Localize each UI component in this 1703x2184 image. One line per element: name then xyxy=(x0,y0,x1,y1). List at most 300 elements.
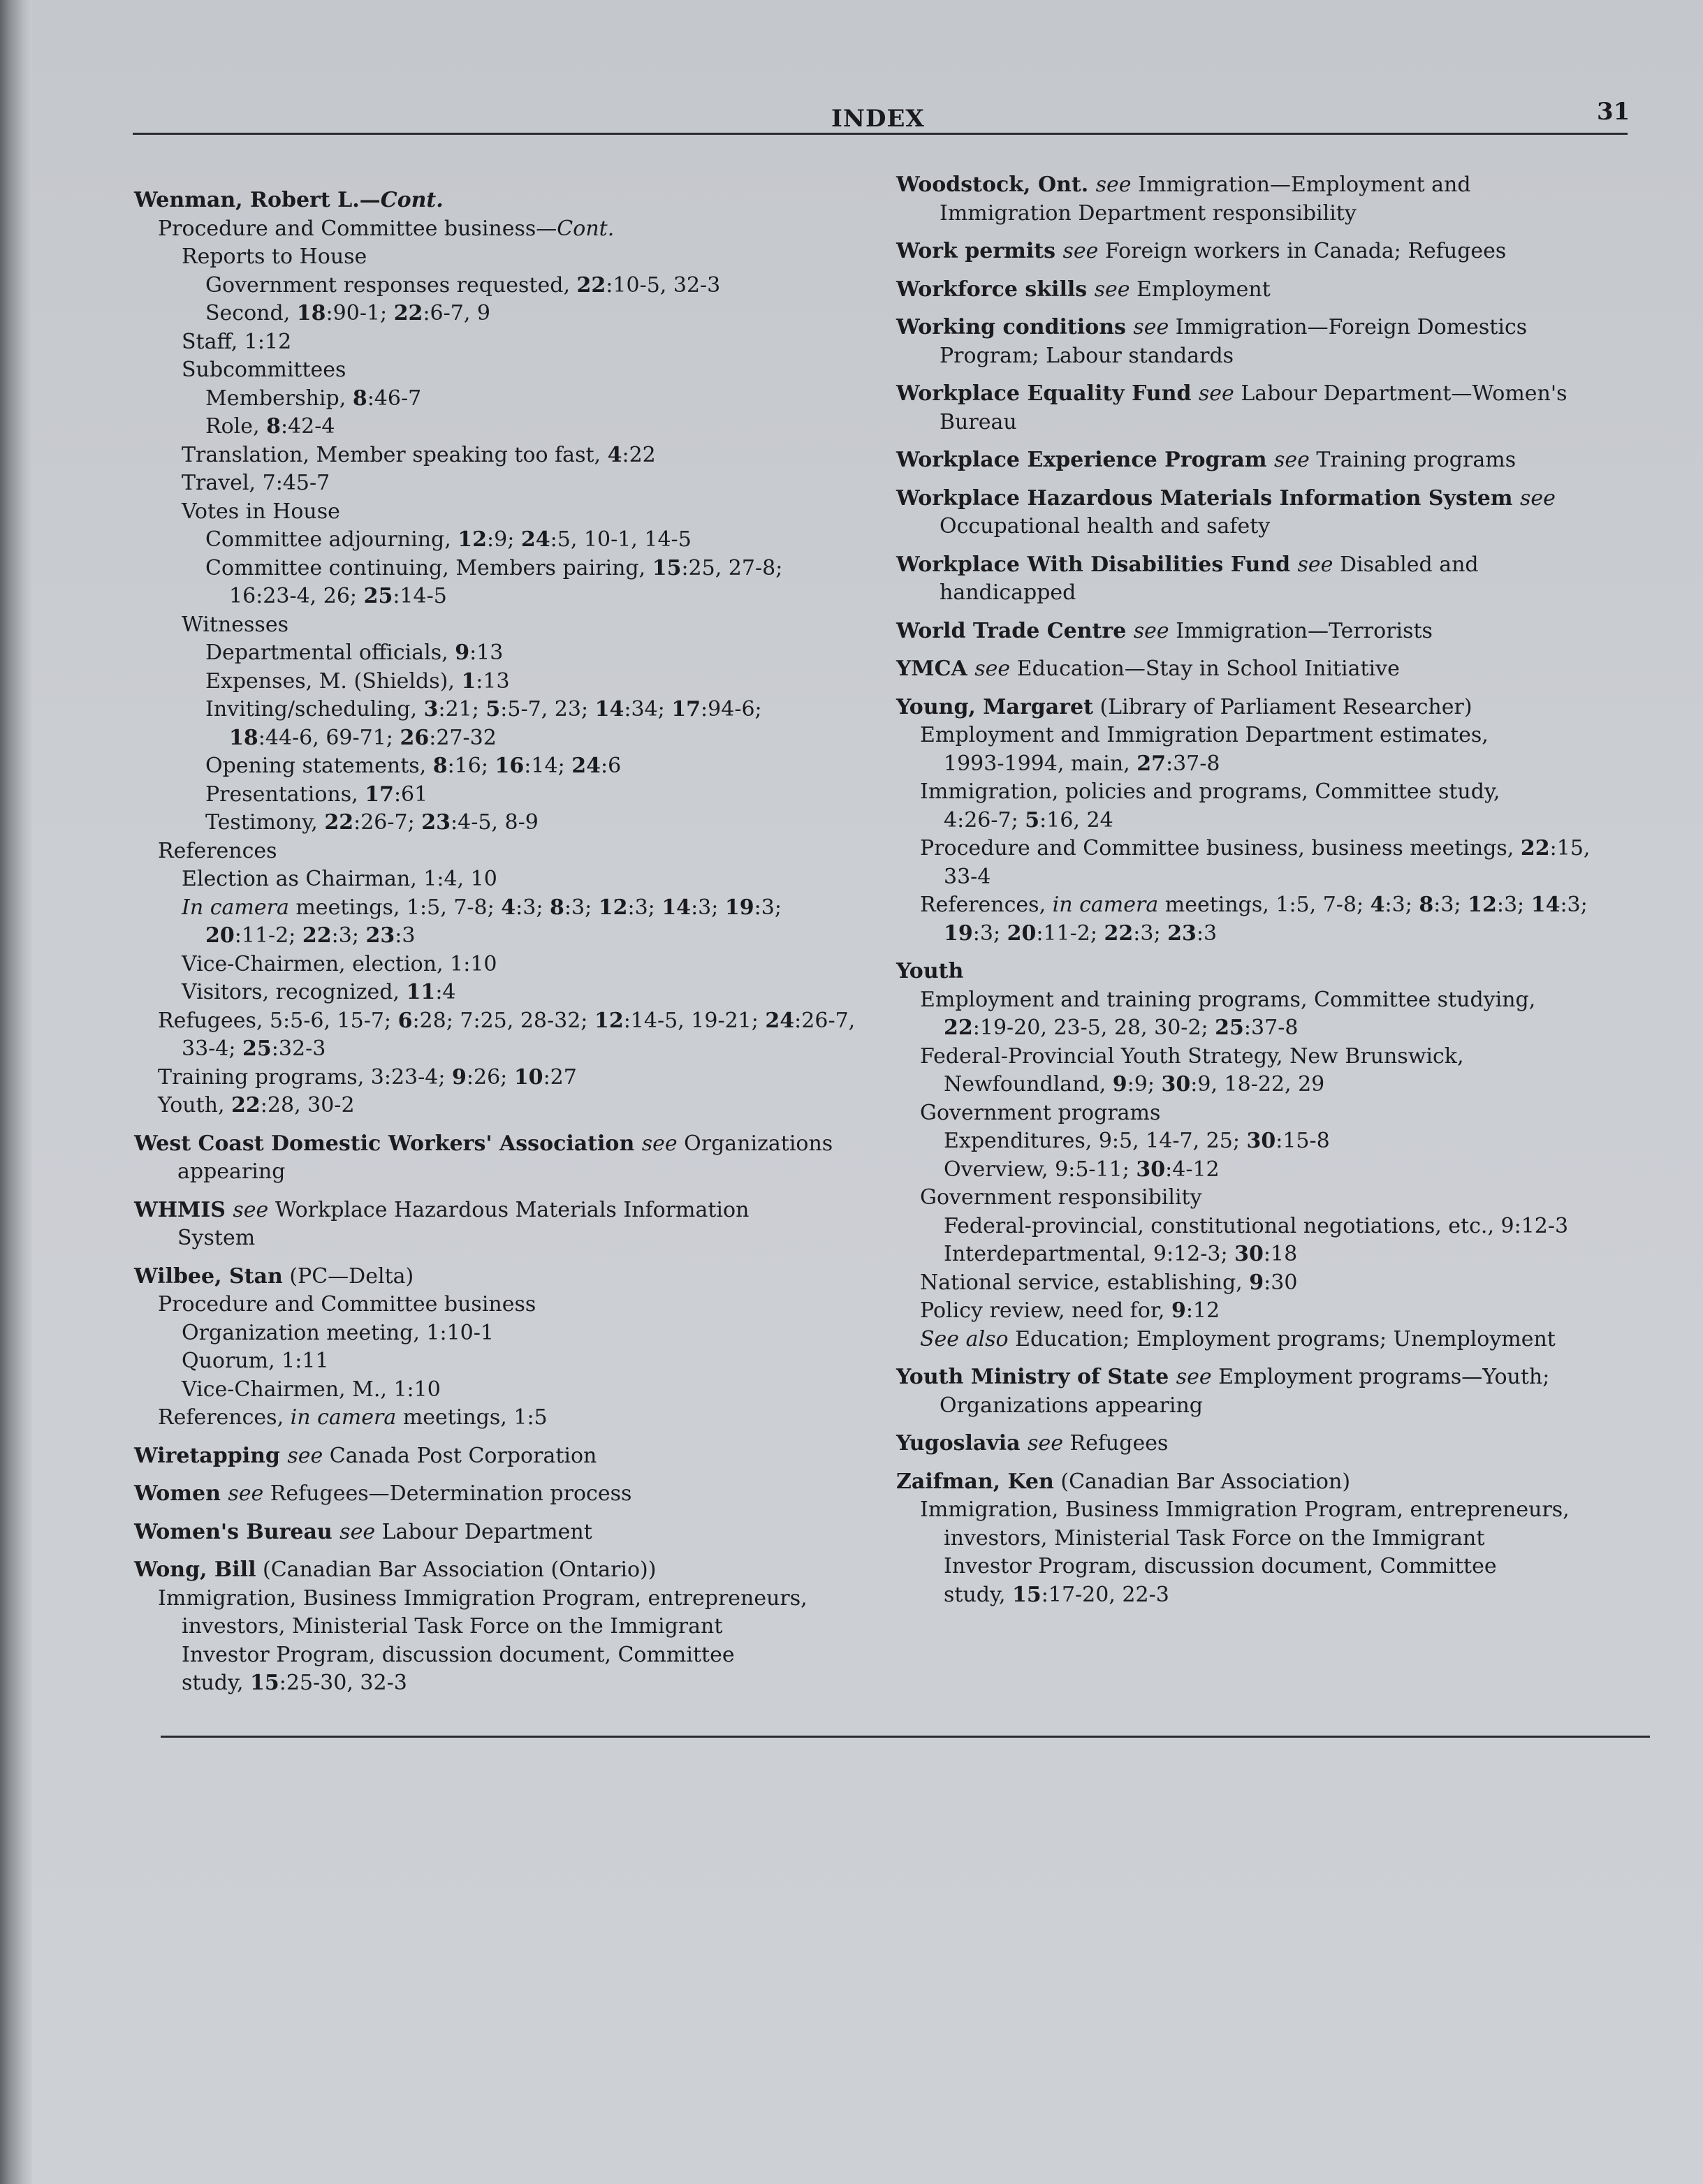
index-heading-line xyxy=(896,171,1637,200)
index-subentry-line xyxy=(896,1553,1637,1581)
index-heading-line xyxy=(896,1468,1637,1497)
index-text-run: :13 xyxy=(469,640,504,665)
index-text-run: Education; Employment programs; Unemployment xyxy=(1008,1326,1556,1351)
index-subentry-line xyxy=(896,200,1637,228)
index-text-run: :25-30, 32-3 xyxy=(279,1671,407,1695)
index-subentry-line xyxy=(896,1184,1637,1212)
index-text-run: Woodstock, Ont. xyxy=(896,173,1096,197)
index-subentry-line xyxy=(134,1376,868,1405)
index-subentry-line xyxy=(134,385,868,413)
index-text-run: Employment programs—Youth; xyxy=(1211,1365,1550,1389)
index-subentry-line xyxy=(896,986,1637,1015)
index-entry xyxy=(134,1130,868,1187)
index-subentry-line xyxy=(134,1319,868,1348)
index-text-run: meetings, 1:5, 7-8; xyxy=(288,895,502,920)
index-text-run: :90-1; xyxy=(326,301,394,325)
index-text-run: 30 xyxy=(1246,1129,1276,1153)
index-text-run: Investor Program, discussion document, Committee xyxy=(944,1554,1497,1578)
index-text-run: Bureau xyxy=(940,409,1017,434)
index-text-run: 4 xyxy=(501,895,516,920)
index-text-run: :3; xyxy=(564,895,599,920)
index-text-run: :42-4 xyxy=(280,414,335,439)
index-text-run: Translation, Member speaking too fast, xyxy=(182,442,608,467)
index-text-run: 30 xyxy=(1234,1242,1264,1266)
index-heading-line xyxy=(896,617,1637,646)
index-subentry-line xyxy=(134,243,868,272)
index-subentry-line xyxy=(134,1224,868,1253)
index-subentry-line xyxy=(896,579,1637,608)
index-text-run: 17 xyxy=(365,782,394,807)
index-heading-line xyxy=(896,380,1637,409)
index-text-run: Employment and training programs, Committee studying, xyxy=(920,987,1536,1012)
index-subentry-line xyxy=(896,1212,1637,1241)
index-heading-line xyxy=(896,1363,1637,1392)
index-text-run: Employment and Immigration Department estimates, xyxy=(920,723,1489,747)
index-text-run: Reports to House xyxy=(182,244,367,269)
index-text-run: Occupational health and safety xyxy=(940,514,1271,538)
index-text-run: 17 xyxy=(671,697,701,721)
index-text-run: :3; xyxy=(331,923,366,948)
index-text-run: 30 xyxy=(1161,1072,1191,1097)
index-text-run: 25 xyxy=(363,584,393,608)
index-text-run: 22 xyxy=(944,1016,973,1040)
index-text-run: :14-5, 19-21; xyxy=(623,1008,766,1033)
index-subentry-line xyxy=(896,1099,1637,1128)
index-text-run: Wong, Bill xyxy=(134,1558,256,1582)
index-text-run: Working conditions xyxy=(896,315,1134,339)
index-text-run: :3; xyxy=(754,895,782,920)
index-text-run: 33-4 xyxy=(944,864,991,889)
index-text-run: Work permits xyxy=(896,239,1063,263)
index-text-run: 9 xyxy=(1171,1298,1186,1323)
index-subentry-line xyxy=(134,441,868,470)
index-text-run: Immigration—Terrorists xyxy=(1169,618,1433,643)
index-text-run: :3; xyxy=(1496,893,1531,917)
index-subentry-line xyxy=(896,750,1637,779)
index-text-run: 18 xyxy=(229,725,258,750)
index-text-run: :3 xyxy=(1196,921,1218,946)
index-text-run: Procedure and Committee business— xyxy=(158,216,557,241)
index-text-run: :5, 10-1, 14-5 xyxy=(550,527,692,552)
index-subentry-line xyxy=(134,328,868,357)
index-subentry-line xyxy=(896,1392,1637,1421)
index-subentry-line xyxy=(134,469,868,498)
index-subentry-line xyxy=(896,1326,1637,1354)
index-entry xyxy=(896,446,1637,475)
index-text-run: Departmental officials, xyxy=(205,640,455,665)
index-text-run: :6 xyxy=(600,754,622,778)
index-entry xyxy=(896,617,1637,646)
index-text-run: Immigration—Employment and xyxy=(1131,173,1471,197)
index-text-run: Labour Department xyxy=(375,1519,592,1544)
index-entry xyxy=(896,1430,1637,1458)
index-text-run: :26-7, xyxy=(794,1008,856,1033)
index-text-run: Wilbee, Stan xyxy=(134,1263,283,1289)
index-heading-line xyxy=(134,1480,868,1509)
index-subentry-line xyxy=(134,979,868,1007)
index-subentry-line xyxy=(134,809,868,837)
index-text-run: Women xyxy=(134,1481,228,1506)
index-text-run: :11-2; xyxy=(234,923,302,948)
index-heading-line xyxy=(896,485,1637,513)
index-text-run: :4-12 xyxy=(1165,1157,1220,1182)
index-text-run: 8 xyxy=(432,754,448,778)
index-text-run: 9 xyxy=(1249,1270,1264,1295)
index-entry xyxy=(134,1196,868,1253)
index-text-run: :26-7; xyxy=(353,810,422,835)
index-text-run: meetings, 1:5 xyxy=(396,1405,548,1430)
index-subentry-line xyxy=(134,1404,868,1432)
index-text-run: Immigration, Business Immigration Program, entrepreneurs, xyxy=(920,1497,1570,1522)
index-text-run: :3; xyxy=(627,895,662,920)
index-text-run: Organization meeting, 1:10-1 xyxy=(182,1320,494,1345)
index-heading-line xyxy=(896,958,1637,986)
index-text-run: Wenman, Robert L.— xyxy=(134,188,381,212)
index-text-run: :18 xyxy=(1263,1242,1298,1266)
index-text-run: 27 xyxy=(1136,751,1166,776)
index-heading-line xyxy=(896,314,1637,342)
index-text-run: References, xyxy=(920,893,1053,917)
index-entry xyxy=(134,1442,868,1471)
index-heading-line xyxy=(896,446,1637,475)
index-text-run: Immigration, Business Immigration Program, entrepreneurs, xyxy=(158,1585,807,1611)
index-text-run: meetings, 1:5, 7-8; xyxy=(1158,893,1371,917)
index-text-run: 33-4; xyxy=(182,1036,243,1061)
index-subentry-line xyxy=(134,724,868,753)
index-text-run: :21; xyxy=(438,697,486,721)
index-text-run: 5 xyxy=(1025,807,1040,833)
index-subentry-line xyxy=(134,781,868,809)
index-text-run: World Trade Centre xyxy=(896,618,1134,643)
index-text-run: 8 xyxy=(352,386,367,411)
right-column xyxy=(896,171,1637,1619)
index-text-run: see xyxy=(1028,1431,1063,1456)
index-text-run: 9 xyxy=(1112,1072,1127,1097)
index-text-run: Second, xyxy=(205,301,297,325)
index-subentry-line xyxy=(896,1240,1637,1269)
index-text-run: 4:26-7; xyxy=(944,807,1025,833)
index-heading-line xyxy=(134,1518,868,1547)
index-text-run: Witnesses xyxy=(182,612,288,637)
index-subentry-line xyxy=(134,922,868,951)
index-text-run: Committee continuing, Members pairing, xyxy=(205,555,652,580)
index-text-run: Workplace Experience Program xyxy=(896,448,1274,472)
index-subentry-line xyxy=(896,920,1637,948)
index-text-run: :3; xyxy=(972,921,1007,946)
index-heading-line xyxy=(134,1130,868,1159)
index-text-run: Workplace Hazardous Materials Information System xyxy=(896,485,1520,511)
index-text-run: National service, establishing, xyxy=(920,1270,1250,1295)
index-text-run: Workplace Equality Fund xyxy=(896,381,1199,406)
index-subentry-line xyxy=(896,409,1637,437)
index-text-run: 22 xyxy=(1104,921,1134,946)
index-subentry-line xyxy=(134,837,868,866)
index-text-run: :16; xyxy=(447,754,495,778)
index-text-run: System xyxy=(177,1226,256,1250)
index-text-run: 24 xyxy=(520,527,550,552)
index-text-run: see xyxy=(228,1481,264,1506)
index-text-run: 12 xyxy=(598,895,628,920)
index-text-run: Interdepartmental, 9:12-3; xyxy=(944,1242,1235,1266)
index-text-run: (PC—Delta) xyxy=(282,1263,414,1289)
index-text-run: Procedure and Committee business xyxy=(158,1292,536,1317)
index-text-run: :27-32 xyxy=(429,725,497,750)
index-text-run: :94-6; xyxy=(701,697,762,721)
index-text-run: see xyxy=(1198,381,1234,406)
index-text-run: :4-5, 8-9 xyxy=(451,810,539,835)
index-text-run: 14 xyxy=(662,895,692,920)
index-entry xyxy=(896,694,1637,948)
index-entry xyxy=(896,1363,1637,1420)
index-subentry-line xyxy=(896,807,1637,835)
index-text-run: Program; Labour standards xyxy=(940,343,1234,368)
index-subentry-line xyxy=(134,1035,868,1064)
index-text-run: Newfoundland, xyxy=(944,1072,1113,1097)
index-text-run: 26 xyxy=(400,725,430,750)
index-text-run: Education—Stay in School Initiative xyxy=(1010,657,1400,681)
index-heading-line xyxy=(896,694,1637,722)
index-text-run: Federal-Provincial Youth Strategy, New Brunswick, xyxy=(920,1043,1464,1069)
index-text-run: Canada Post Corporation xyxy=(323,1443,597,1468)
index-subentry-line xyxy=(134,894,868,923)
index-text-run: investors, Ministerial Task Force on the Immigrant xyxy=(182,1614,723,1639)
index-text-run: see xyxy=(1133,315,1169,339)
index-text-run: Government responsibility xyxy=(920,1185,1202,1210)
index-text-run: handicapped xyxy=(940,580,1076,605)
index-heading-line xyxy=(896,1430,1637,1458)
index-text-run: appearing xyxy=(177,1159,286,1184)
index-text-run: Women's Bureau xyxy=(134,1519,340,1544)
index-text-run: :34; xyxy=(624,697,672,721)
index-text-run: :10-5, 32-3 xyxy=(606,272,721,298)
index-text-run: 15 xyxy=(1012,1582,1041,1607)
book-binding-shadow xyxy=(0,0,32,2184)
index-entry xyxy=(896,276,1637,305)
index-text-run: Training programs, 3:23-4; xyxy=(158,1064,452,1090)
index-text-run: see xyxy=(1176,1365,1212,1389)
index-subentry-line xyxy=(896,1269,1637,1298)
index-heading-line xyxy=(896,655,1637,684)
index-text-run: 20 xyxy=(1007,921,1037,946)
index-text-run: Government responses requested, xyxy=(205,272,577,298)
index-subentry-line xyxy=(134,555,868,583)
index-text-run: Membership, xyxy=(205,386,353,411)
index-text-run: :3; xyxy=(1133,921,1168,946)
index-subentry-line xyxy=(896,1043,1637,1071)
index-subentry-line xyxy=(134,639,868,668)
index-text-run: Vice-Chairmen, election, 1:10 xyxy=(182,951,497,976)
index-text-run: 22 xyxy=(324,810,354,835)
index-entry xyxy=(134,1518,868,1547)
index-text-run: :11-2; xyxy=(1036,921,1104,946)
index-text-run: :9; xyxy=(487,527,521,552)
index-text-run: :14; xyxy=(524,754,572,778)
index-text-run: Opening statements, xyxy=(205,754,433,778)
index-text-run: 22 xyxy=(393,301,423,325)
index-subentry-line xyxy=(896,1156,1637,1185)
index-text-run: see xyxy=(1520,485,1556,511)
index-text-run: :3; xyxy=(1433,893,1468,917)
page-number: 31 xyxy=(1597,98,1630,126)
index-subentry-line xyxy=(134,1007,868,1036)
index-text-run: 14 xyxy=(594,697,624,721)
index-text-run: Procedure and Committee business, business meetings, xyxy=(920,836,1521,860)
index-text-run: :3 xyxy=(395,923,416,948)
index-text-run: 9 xyxy=(452,1064,467,1090)
index-subentry-line xyxy=(134,215,868,244)
index-text-run: Refugees xyxy=(1062,1431,1169,1456)
index-text-run: (Library of Parliament Researcher) xyxy=(1092,694,1472,719)
index-text-run: Staff, 1:12 xyxy=(182,329,292,354)
index-subentry-line xyxy=(134,1613,868,1641)
index-text-run: study, xyxy=(944,1582,1013,1607)
index-text-run: Youth Ministry of State xyxy=(896,1365,1176,1389)
index-text-run: :13 xyxy=(476,668,510,694)
index-heading-line xyxy=(134,186,868,215)
index-text-run: (Canadian Bar Association (Ontario)) xyxy=(256,1558,657,1582)
index-text-run: Cont. xyxy=(380,188,444,212)
index-text-run: Training programs xyxy=(1309,448,1516,472)
index-text-run: Committee adjourning, xyxy=(205,527,458,552)
index-subentry-line xyxy=(896,1127,1637,1156)
index-text-run: 15 xyxy=(652,555,682,580)
index-subentry-line xyxy=(896,513,1637,541)
index-text-run: West Coast Domestic Workers' Association xyxy=(134,1131,642,1156)
index-text-run: Yugoslavia xyxy=(896,1431,1028,1456)
index-text-run: Refugees—Determination process xyxy=(263,1481,632,1506)
index-text-run: see xyxy=(974,657,1011,681)
index-text-run: 25 xyxy=(242,1036,272,1061)
index-text-run: :16, 24 xyxy=(1039,807,1113,833)
index-text-run: Zaifman, Ken xyxy=(896,1469,1054,1494)
index-text-run: 4 xyxy=(607,442,622,467)
index-text-run: 24 xyxy=(765,1008,795,1033)
index-text-run: Quorum, 1:11 xyxy=(182,1349,329,1373)
index-subentry-line xyxy=(134,611,868,640)
index-subentry-line xyxy=(896,835,1637,863)
index-text-run: Role, xyxy=(205,414,267,439)
index-text-run: Overview, 9:5-11; xyxy=(944,1157,1136,1182)
index-text-run: 8 xyxy=(550,895,564,920)
index-text-run: 20 xyxy=(205,923,235,948)
index-text-run: see xyxy=(1062,239,1099,263)
index-text-run: see xyxy=(1094,277,1130,302)
index-text-run: :61 xyxy=(393,782,428,807)
index-text-run: see xyxy=(233,1197,269,1222)
index-text-run: :22 xyxy=(622,442,656,467)
header-rule xyxy=(133,133,1628,135)
index-subentry-line xyxy=(134,526,868,555)
index-text-run: Cont. xyxy=(557,216,615,241)
index-text-run: Youth xyxy=(896,959,964,983)
footer-rule xyxy=(161,1736,1650,1738)
index-subentry-line xyxy=(134,865,868,894)
index-subentry-line xyxy=(134,1347,868,1376)
index-text-run: Expenditures, 9:5, 14-7, 25; xyxy=(944,1129,1247,1153)
index-subentry-line xyxy=(134,1291,868,1319)
page-title: INDEX xyxy=(831,105,925,133)
index-text-run: 22 xyxy=(302,923,332,948)
index-text-run: Refugees, 5:5-6, 15-7; xyxy=(158,1008,398,1033)
index-text-run: 23 xyxy=(421,810,451,835)
index-text-run: Election as Chairman, 1:4, 10 xyxy=(182,867,497,891)
index-text-run: :4 xyxy=(435,980,456,1004)
index-text-run: 12 xyxy=(594,1008,624,1033)
index-subentry-line xyxy=(134,413,868,441)
index-text-run: 12 xyxy=(1468,893,1497,917)
index-text-run: :3; xyxy=(1560,893,1588,917)
index-text-run: see xyxy=(641,1131,678,1156)
index-text-run: Government programs xyxy=(920,1100,1161,1125)
index-subentry-line xyxy=(134,951,868,979)
index-entry xyxy=(896,314,1637,370)
index-text-run: Organizations xyxy=(677,1131,833,1156)
index-text-run: 8 xyxy=(266,414,281,439)
index-text-run: :9; xyxy=(1127,1072,1162,1097)
index-text-run: :12 xyxy=(1185,1298,1220,1323)
index-text-run: :17-20, 22-3 xyxy=(1041,1582,1169,1607)
index-entry xyxy=(896,485,1637,541)
index-text-run: :28; 7:25, 28-32; xyxy=(412,1008,594,1033)
index-text-run: :25, 27-8; xyxy=(681,555,783,580)
index-text-run: see xyxy=(339,1519,376,1544)
index-text-run: investors, Ministerial Task Force on the Immigrant xyxy=(944,1525,1485,1551)
index-text-run: :44-6, 69-71; xyxy=(258,725,400,750)
index-text-run: 3 xyxy=(423,697,439,721)
index-text-run: References xyxy=(158,838,277,863)
index-text-run: Immigration, policies and programs, Committee study, xyxy=(920,779,1500,804)
index-text-run: :19-20, 23-5, 28, 30-2; xyxy=(972,1016,1215,1040)
index-text-run: in camera xyxy=(290,1405,397,1430)
index-text-run: :5-7, 23; xyxy=(500,697,595,721)
index-text-run: :46-7 xyxy=(367,386,422,411)
index-text-run: :14-5 xyxy=(393,584,447,608)
index-text-run: Federal-provincial, constitutional negotiations, etc., 9:12-3 xyxy=(944,1213,1569,1238)
index-subentry-line xyxy=(134,356,868,385)
index-entry xyxy=(134,1480,868,1509)
index-subentry-line xyxy=(896,1525,1637,1553)
index-text-run: Testimony, xyxy=(205,810,325,835)
index-text-run: Workplace Hazardous Materials Information xyxy=(268,1197,750,1222)
index-text-run: 6 xyxy=(397,1008,413,1033)
index-text-run: 19 xyxy=(944,921,973,946)
index-text-run: :15-8 xyxy=(1276,1129,1330,1153)
index-text-run: :3; xyxy=(1384,893,1419,917)
index-subentry-line xyxy=(896,342,1637,371)
index-subentry-line xyxy=(134,300,868,328)
index-subentry-line xyxy=(896,778,1637,807)
index-text-run: Employment xyxy=(1130,277,1271,302)
index-text-run: 30 xyxy=(1136,1157,1166,1182)
index-entry xyxy=(134,1556,868,1698)
index-entry xyxy=(896,655,1637,684)
index-text-run: Immigration Department responsibility xyxy=(940,200,1357,226)
index-text-run: 16:23-4, 26; xyxy=(229,584,364,608)
index-text-run: :32-3 xyxy=(271,1036,326,1061)
index-text-run: WHMIS xyxy=(134,1197,233,1222)
index-text-run: see xyxy=(1095,173,1132,197)
index-heading-line xyxy=(134,1196,868,1225)
index-entry xyxy=(896,171,1637,228)
index-text-run: Subcommittees xyxy=(182,358,346,382)
index-text-run: 1 xyxy=(461,668,476,694)
index-text-run: 18 xyxy=(296,301,326,325)
index-text-run: study, xyxy=(182,1671,251,1695)
index-text-run: 15 xyxy=(250,1671,279,1695)
index-text-run: 24 xyxy=(571,754,601,778)
index-entry xyxy=(896,958,1637,1354)
index-text-run: 14 xyxy=(1530,893,1561,917)
